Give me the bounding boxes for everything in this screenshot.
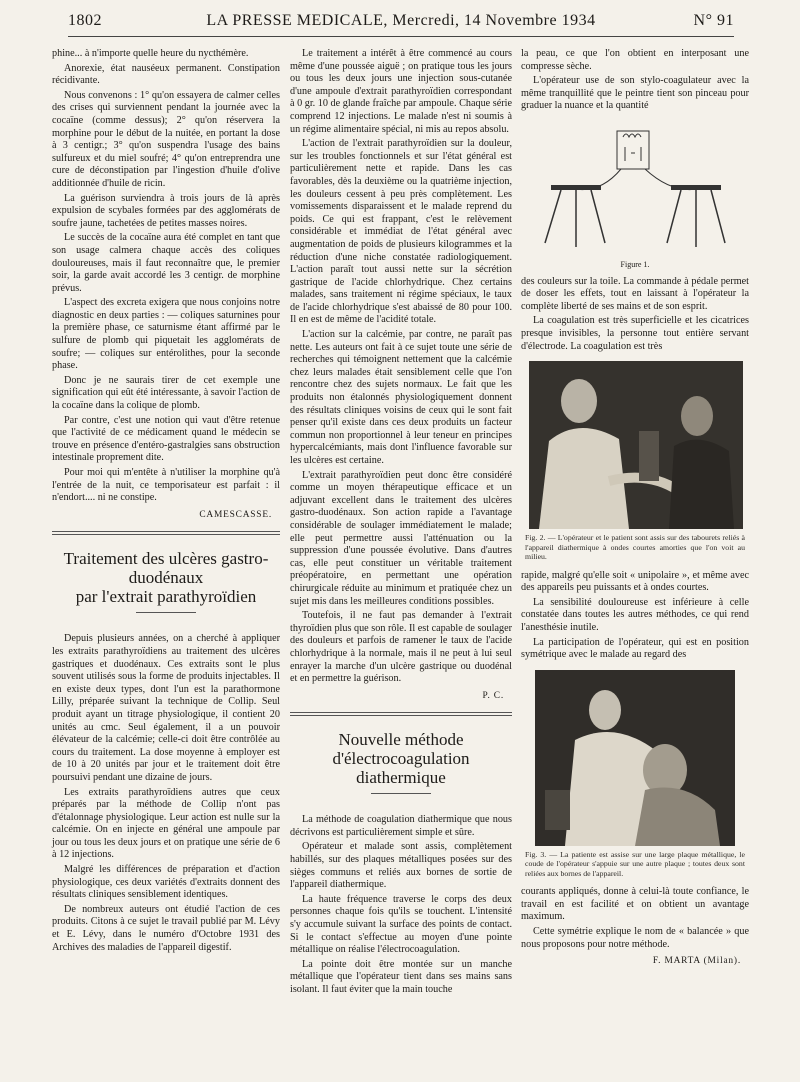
article-separator bbox=[290, 712, 512, 716]
article-title-line: d'électrocoagulation diathermique bbox=[332, 749, 470, 788]
article-title bbox=[52, 549, 280, 613]
paragraph: Depuis plusieurs années, on a cherché à appliquer les extraits parathyroïdiens au traitement des ulcères gastriques et duodénaux. Ces extraits sont le plus souvent utilisés sous la forme de produits injectables. Il en existe deux types, dont l'un est la parathormone Lilly, préparée suivant la technique de Collip. Seul produit ayant un titrage physiologique, il contient 20 unités au cmc. Seul également, il a un pouvoir élévateur de la calcémie; celle-ci doit être contrôlée au cours du traitement. La dose moyenne à employer est de 10 à 20 unités par jour et le traitement doit être poursuivi pendant une dizaine de jours. bbox=[52, 633, 280, 783]
page-number: 1802 bbox=[68, 12, 102, 29]
figure-1-diagram bbox=[521, 123, 749, 259]
paragraph: rapide, malgré qu'elle soit « unipolaire », et même avec des appareils peu puissants et à ondes courtes. bbox=[521, 569, 749, 594]
paragraph: Opérateur et malade sont assis, complètement habillés, sur des plaques métalliques posées sur des sièges communs et reliés aux bornes de sortie de l'appareil diathermique. bbox=[290, 841, 512, 891]
header-rule bbox=[68, 36, 734, 37]
paragraph: L'action de l'extrait parathyroïdien sur la douleur, sur les troubles fonctionnels et sur l'état général est particulièrement nette et rapide. Dans les cas favorables, dès la deuxième ou la quatrième injection, les douleurs cessent à peu près complètement. Les vomissements disparaissent et le malade reprend du poids. Ce qui est frappant, c'est le relèvement considérable et immédiat de l'état général avec augmentation de poids de plusieurs kilogrammes et la réduction d'une niche constatée radiologiquement. L'action paraît tout aussi nette sur la sécrétion gastrique de l'acide chlorhydrique. Chez certains malades, sans traitement ni régime spéciaux, le taux de l'acide chlorhydrique s'est abaissé de 80 pour 100. Il en est de même de l'acidité totale. bbox=[290, 138, 512, 326]
paragraph: Pour moi qui m'entête à n'utiliser la morphine qu'à l'entrée de la nuit, ce temporisateur est parfait : il n'endort.... ni ne constipe. bbox=[52, 467, 280, 504]
paragraph: la peau, ce que l'on obtient en interposant une compresse sèche. bbox=[521, 48, 749, 72]
paragraph: Anorexie, état nauséeux permanent. Constipation récidivante. bbox=[52, 62, 280, 87]
paragraph: Nous convenons : 1° qu'on essayera de calmer celles des crises qui surviennent pendant la journée avec la cocaïne (comme dessus); 2° qu'on réservera la morphine pour le début de la nuitée, en portant la dose à 3 centigr.; 3° qu'on suspendra l'usage des bains sulfureux et du miel soufré; 4° qu'on entreprendra une cure de déconstipation par l'ingestion d'huile d'olive additionnée d'huile de ricin. bbox=[52, 89, 280, 189]
article-title bbox=[290, 730, 512, 794]
paragraph: Le traitement a intérêt à être commencé au cours même d'une poussée aiguë ; on pratique tous les jours ou tous les deux jours une injection sous-cutanée d'une ampoule d'extrait parathyroïdien correspondant à 0 gr. 10 de glande fraîche par ampoule. Chaque série comprend 12 injections. Le malade n'est ni soumis à un régime alimentaire spécial, ni mis au repos absolu. bbox=[290, 48, 512, 135]
paragraph: La haute fréquence traverse le corps des deux personnes chaque fois qu'ils se touchent. L'intensité s'y accumule suivant la surface des points de contact. Si le contact s'effectue au moyen d'une pointe métallique on réalise l'électrocoagulation. bbox=[290, 893, 512, 956]
paragraph: courants appliqués, donne à celui-là toute confiance, le travail en est facilité et on obtient un avantage maximum. bbox=[521, 886, 749, 923]
page-header bbox=[68, 12, 734, 34]
author-signature: F. MARTA (Milan). bbox=[652, 956, 741, 967]
paragraph: La sensibilité douloureuse est inférieure à celle constatée dans toutes les autres méthodes, ce qui rend l'anesthésie inutile. bbox=[521, 596, 749, 633]
author-signature: P. C. bbox=[482, 690, 504, 701]
figure-3-photo bbox=[535, 670, 735, 846]
paragraph: La coagulation est très superficielle et les cicatrices presque invisibles, la personne tout entière servant d'électrode. La coagulation est très bbox=[521, 315, 749, 352]
column-1 bbox=[52, 48, 280, 956]
paragraph: L'opérateur use de son stylo-coagulateur avec la même tranquillité que le peintre tient son pinceau pour graduer la nuance et la quantité bbox=[521, 75, 749, 112]
paragraph: Le succès de la cocaïne aura été complet en tant que son usage calmera chaque accès des coliques douloureuses, mais il faut reconnaître que, le premier soir, la garde avait accordé les 3 centigr. de morphine prévus. bbox=[52, 232, 280, 294]
figure-2-caption: Fig. 2. — L'opérateur et le patient sont assis sur des tabourets reliés à l'appareil diathermique à ondes courtes amorties que l'on voit au milieu. bbox=[525, 533, 745, 562]
paragraph: Par contre, c'est une notion qui vaut d'être retenue que l'activité de ce médicament quand le médecin se trouve en présence d'entéro-gastralgies sans obstruction intestinale proprement dite. bbox=[52, 414, 280, 464]
figure-3-caption: Fig. 3. — La patiente est assise sur une large plaque métallique, le coude de l'opérateur s'appuie sur une autre plaque ; toutes deux sont reliées aux bornes de l'appareil. bbox=[525, 849, 745, 878]
column-2 bbox=[290, 48, 512, 999]
operator-patient-photo bbox=[529, 361, 743, 529]
column-3 bbox=[521, 48, 749, 972]
paragraph: L'action sur la calcémie, par contre, ne paraît pas nette. Les auteurs ont fait à ce sujet toute une série de recherches qui témoignent nettement que la calcémie chez leurs malades était sensiblement celle que l'on rencontre chez des sujets normaux. Le fait que les produits non étalonnés physiologiquement donnent des résultats cliniques voisins de ceux qui le sont fait penser qu'il existe dans ces deux produits un facteur commun non proportionnel à leur teneur en principes hypercalcémiants, mais dont l'influence favorable sur les ulcères est certaine. bbox=[290, 329, 512, 466]
article-title-line: Traitement des ulcères gastro-duodénaux bbox=[63, 549, 269, 588]
paragraph: La participation de l'opérateur, qui est en position symétrique avec le malade au regard des bbox=[521, 636, 749, 661]
paragraph: L'aspect des excreta exigera que nous conjoins notre diagnostic en deux parties : — coliques saturnines pour la première phase, ce saturnisme étant affirmé par le sulfure de plomb qui piquetait les agglomérats de soufre; — coliques sur entérolithes, pour la seconde phase. bbox=[52, 297, 280, 372]
paragraph: De nombreux auteurs ont étudié l'action de ces produits. Citons à ce sujet le travail publié par M. Lévy et E. Lévy, dans le numéro d'Octobre 1931 des Archives des maladies de l'appareil digestif. bbox=[52, 903, 280, 953]
author-signature: CAMESCASSE. bbox=[199, 509, 272, 520]
title-underline bbox=[371, 793, 431, 794]
paragraph: La méthode de coagulation diathermique que nous décrivons est particulièrement simple et sûre. bbox=[290, 814, 512, 838]
title-underline bbox=[136, 612, 196, 613]
article-title-line: Nouvelle méthode bbox=[338, 730, 464, 750]
paragraph: Toutefois, il ne faut pas demander à l'extrait thyroïdien plus que son rôle. Il est capable de soulager des douleurs et parfois de ramener le taux de l'acide chlorhydrique à la normale, mais il ne peut à lui seul enrayer la marche d'un ulcère gastrique ou duodénal et en permettre la guérison. bbox=[290, 610, 512, 685]
paragraph: L'extrait parathyroïdien peut donc être considéré comme un moyen thérapeutique efficace et un adjuvant excellent dans le traitement des ulcères gastro-duodénaux. Son action rapide a l'avantage considérable de soulager immédiatement le malade; elle peut permettre aussi l'atténuation ou la suppression d'une poussée évolutive. Dans d'autres cas, elle peut constituer un véritable traitement préopératoire, en permettant une opération chirurgicale réduite au minimum et pratiquée chez un sujet mis dans les meilleures conditions possibles. bbox=[290, 469, 512, 607]
figure-2-photo bbox=[529, 361, 743, 529]
issue-number: N° 91 bbox=[693, 12, 734, 29]
seated-patient-photo bbox=[535, 670, 735, 846]
article-title-line: par l'extrait parathyroïdien bbox=[75, 587, 257, 607]
journal-title: LA PRESSE MEDICALE, Mercredi, 14 Novembre 1934 bbox=[206, 12, 596, 29]
diathermy-setup-drawing bbox=[521, 123, 749, 259]
paragraph: Donc je ne saurais tirer de cet exemple une signification qui eût été intéressante, à savoir l'action de la cocaïne dans la colique de plomb. bbox=[52, 374, 280, 412]
article-separator bbox=[52, 531, 280, 535]
paragraph: Les extraits parathyroïdiens autres que ceux préparés par la méthode de Collip n'ont pas d'étalonnage physiologique. Leur action est nulle sur la calcémie. On en injecte en général une ampoule par jour ou tous les deux jours et on pratique une série de 6 à 12 injections. bbox=[52, 786, 280, 861]
figure-1-caption: Figure 1. bbox=[620, 259, 650, 269]
paragraph: Malgré les différences de préparation et d'action physiologique, ces deux variétés d'extraits donnent des résultats cliniques sensiblement identiques. bbox=[52, 864, 280, 901]
paragraph: phine... à n'importe quelle heure du nycthémère. bbox=[52, 48, 249, 59]
paragraph: Cette symétrie explique le nom de « balancée » que nous proposons pour notre méthode. bbox=[521, 926, 749, 950]
paragraph: La pointe doit être montée sur un manche métallique que l'opérateur tient dans ses mains sans isolant. Il faut éviter que la main touche bbox=[290, 958, 512, 995]
paragraph: des couleurs sur la toile. La commande à pédale permet de doser les effets, tout en laissant à l'opérateur la complète liberté de ses mains et de son esprit. bbox=[521, 275, 749, 312]
paragraph: La guérison surviendra à trois jours de là après expulsion de scybales formées par des agglomérats de soufre jaune, tachetées de petites masses noires. bbox=[52, 192, 280, 229]
